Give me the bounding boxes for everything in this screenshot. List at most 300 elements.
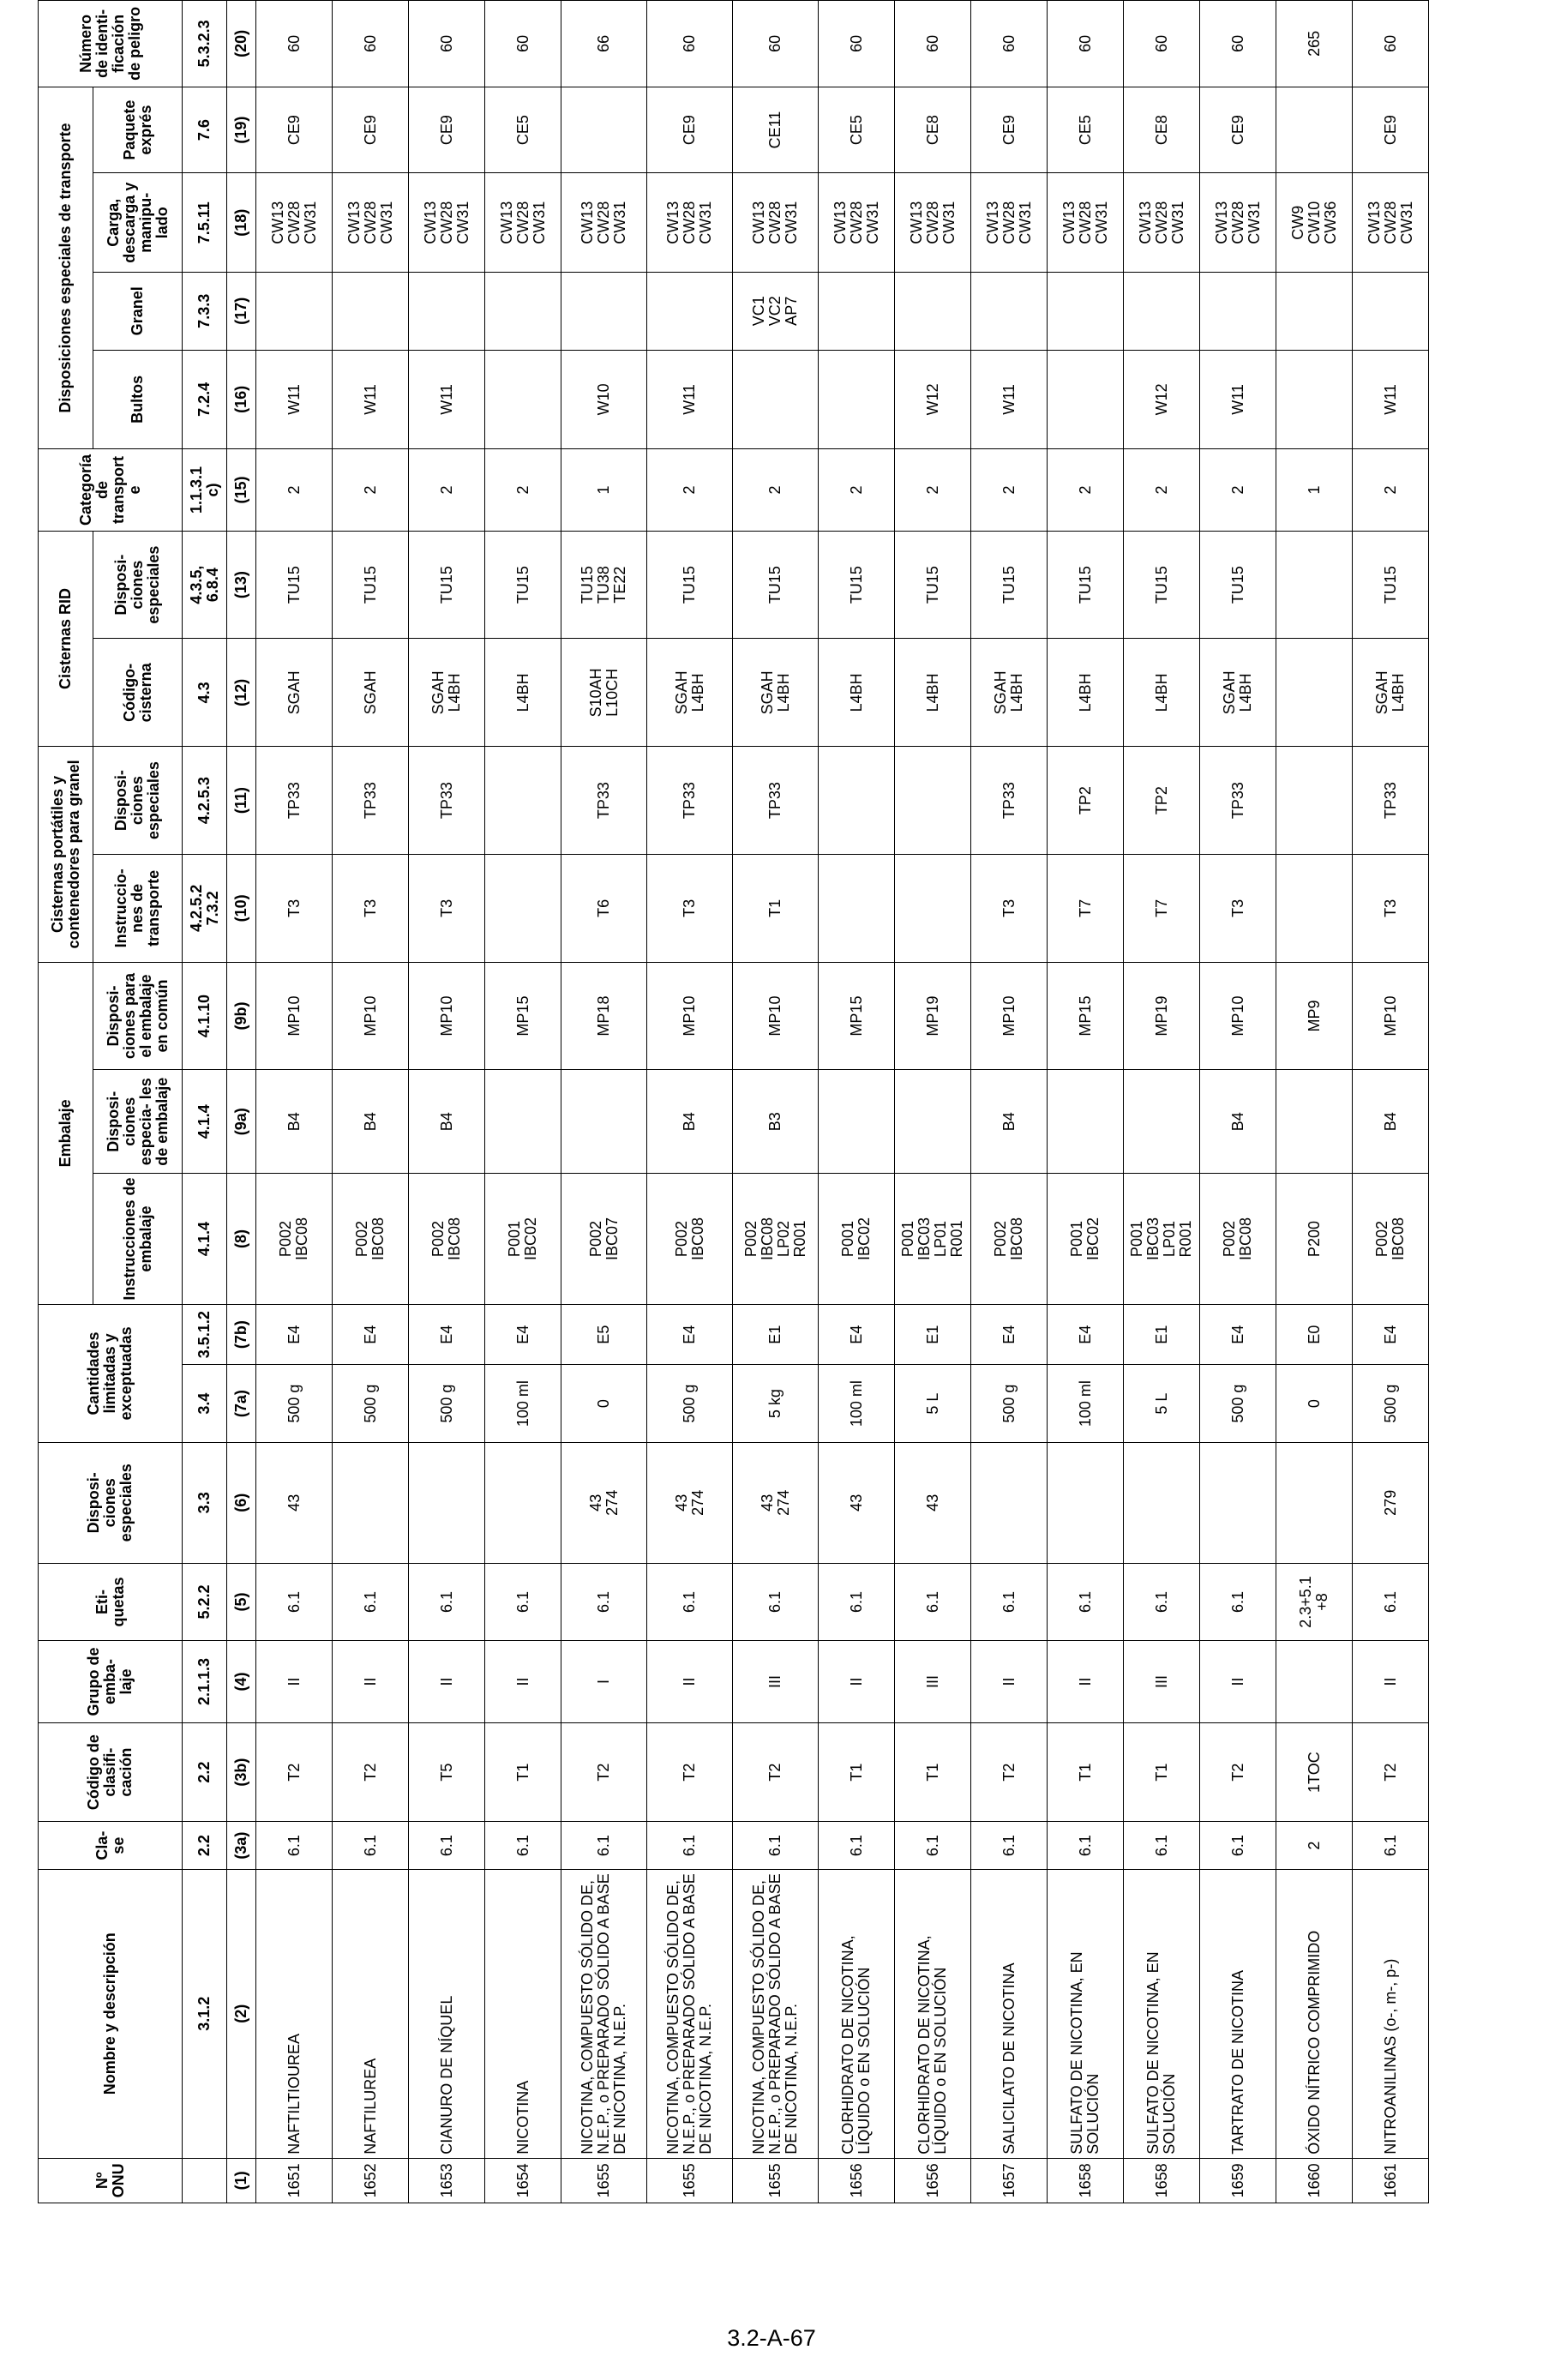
cell-clase: 6.1 — [409, 1822, 485, 1869]
cell-categoria: 2 — [819, 449, 895, 532]
ref-cell: 4.3 — [183, 639, 227, 747]
cell-paquete: CE8 — [895, 87, 971, 173]
cell-un-no: 1655 — [647, 2158, 733, 2203]
cell-paquete — [1276, 87, 1353, 173]
cell-bultos: W11 — [971, 350, 1048, 449]
colnum-cell: (7a) — [227, 1365, 256, 1443]
cell-un-no: 1657 — [971, 2158, 1048, 2203]
rotated-page — [38, 0, 1415, 2203]
cell-instr-transp: T3 — [256, 854, 333, 962]
cell-instr-transp: T7 — [1048, 854, 1124, 962]
cell-paquete: CE11 — [733, 87, 819, 173]
cell-granel — [819, 273, 895, 351]
colnum-cell: (12) — [227, 639, 256, 747]
cell-un-no: 1660 — [1276, 2158, 1353, 2203]
cell-instr-emb: P002 IBC08 — [1200, 1174, 1276, 1305]
cell-cod-cisterna: SGAH — [333, 639, 409, 747]
cell-categoria: 2 — [1048, 449, 1124, 532]
cell-carga: CW13 CW28 CW31 — [733, 173, 819, 273]
cell-instr-transp: T6 — [561, 854, 647, 962]
colnum-cell: (15) — [227, 449, 256, 532]
cell-cod-cisterna: SGAH L4BH — [647, 639, 733, 747]
cell-cod-cisterna: L4BH — [1124, 639, 1200, 747]
cell-name: NICOTINA, COMPUESTO SÓLIDO DE, N.E.P., o PREPARADO SÓLIDO A BASE DE NICOTINA, N.E.P. — [647, 1869, 733, 2158]
cell-instr-emb: P002 IBC07 — [561, 1174, 647, 1305]
cell-cant-exceptuada: E4 — [256, 1304, 333, 1364]
cell-disp-esp — [1124, 1442, 1200, 1563]
cell-carga: CW13 CW28 CW31 — [409, 173, 485, 273]
cell-disp-esp: 43 — [256, 1442, 333, 1563]
cell-clase: 6.1 — [561, 1822, 647, 1869]
cell-disp-emb: B4 — [409, 1070, 485, 1174]
cell-numero-peligro: 60 — [819, 1, 895, 87]
cell-granel — [1124, 273, 1200, 351]
cell-disp-comun: MP10 — [971, 962, 1048, 1070]
cell-paquete — [561, 87, 647, 173]
cell-clase: 6.1 — [1048, 1822, 1124, 1869]
header-etiquetas: Eti- quetas — [39, 1563, 183, 1641]
cell-disp-esp — [333, 1442, 409, 1563]
cell-numero-peligro: 66 — [561, 1, 647, 87]
ref-cell: 2.2 — [183, 1722, 227, 1822]
cell-clase: 6.1 — [895, 1822, 971, 1869]
dangerous-goods-table — [38, 0, 1429, 2203]
cell-un-no: 1653 — [409, 2158, 485, 2203]
cell-disp-emb: B4 — [971, 1070, 1048, 1174]
colnum-cell: (2) — [227, 1869, 256, 2158]
cell-paquete: CE5 — [819, 87, 895, 173]
header-cantidades: Cantidades limitadas y exceptuadas — [39, 1304, 183, 1442]
cell-cant-limitada: 500 g — [1200, 1365, 1276, 1443]
cell-instr-emb: P001 IBC03 LP01 R001 — [1124, 1174, 1200, 1305]
cell-disp-esp: 43 274 — [647, 1442, 733, 1563]
ref-cell: 3.1.2 — [183, 1869, 227, 2158]
cell-cant-exceptuada: E4 — [333, 1304, 409, 1364]
cell-name: SALICILATO DE NICOTINA — [971, 1869, 1048, 2158]
cell-categoria: 2 — [1124, 449, 1200, 532]
cell-granel — [1353, 273, 1429, 351]
cell-granel — [1200, 273, 1276, 351]
cell-etiquetas: 6.1 — [1048, 1563, 1124, 1641]
cell-disp-esp — [1048, 1442, 1124, 1563]
cell-cod-cisterna: SGAH L4BH — [409, 639, 485, 747]
cell-instr-emb: P001 IBC02 — [819, 1174, 895, 1305]
cell-disp-emb: B3 — [733, 1070, 819, 1174]
cell-disp-esp — [485, 1442, 561, 1563]
cell-disp-cist-port: TP33 — [1200, 747, 1276, 855]
table-row — [1353, 1, 1429, 2203]
cell-codigo: T2 — [256, 1722, 333, 1822]
cell-numero-peligro: 60 — [256, 1, 333, 87]
cell-carga: CW9 CW10 CW36 — [1276, 173, 1353, 273]
cell-numero-peligro: 60 — [333, 1, 409, 87]
cell-cant-limitada: 0 — [1276, 1365, 1353, 1443]
cell-cant-limitada: 5 L — [895, 1365, 971, 1443]
colnum-cell: (8) — [227, 1174, 256, 1305]
cell-disp-cist-port: TP2 — [1124, 747, 1200, 855]
ref-cell: 4.1.4 — [183, 1174, 227, 1305]
cell-bultos: W11 — [1200, 350, 1276, 449]
cell-bultos — [1048, 350, 1124, 449]
cell-bultos: W12 — [1124, 350, 1200, 449]
cell-disp-cist-rid: TU15 — [1124, 531, 1200, 639]
cell-disp-cist-rid: TU15 — [1353, 531, 1429, 639]
cell-name: CLORHIDRATO DE NICOTINA, LÍQUIDO o EN SOLUCIÓN — [895, 1869, 971, 2158]
cell-disp-cist-port — [1276, 747, 1353, 855]
cell-instr-emb: P002 IBC08 — [1353, 1174, 1429, 1305]
cell-un-no: 1658 — [1048, 2158, 1124, 2203]
cell-disp-emb — [1124, 1070, 1200, 1174]
cell-disp-cist-port — [485, 747, 561, 855]
cell-granel — [647, 273, 733, 351]
cell-un-no: 1656 — [819, 2158, 895, 2203]
cell-etiquetas: 6.1 — [561, 1563, 647, 1641]
cell-grupo: II — [1353, 1641, 1429, 1723]
ref-cell: 7.6 — [183, 87, 227, 173]
cell-un-no: 1661 — [1353, 2158, 1429, 2203]
cell-disp-cist-port: TP33 — [733, 747, 819, 855]
cell-disp-comun: MP18 — [561, 962, 647, 1070]
cell-bultos: W10 — [561, 350, 647, 449]
cell-grupo: II — [1048, 1641, 1124, 1723]
cell-un-no: 1655 — [561, 2158, 647, 2203]
cell-carga: CW13 CW28 CW31 — [256, 173, 333, 273]
cell-cant-exceptuada: E1 — [895, 1304, 971, 1364]
cell-name: CLORHIDRATO DE NICOTINA, LÍQUIDO o EN SOLUCIÓN — [819, 1869, 895, 2158]
colnum-cell: (20) — [227, 1, 256, 87]
cell-numero-peligro: 60 — [971, 1, 1048, 87]
cell-paquete: CE8 — [1124, 87, 1200, 173]
cell-instr-transp: T3 — [409, 854, 485, 962]
cell-disp-cist-rid: TU15 — [409, 531, 485, 639]
cell-cant-limitada: 500 g — [1353, 1365, 1429, 1443]
cell-disp-cist-rid: TU15 — [971, 531, 1048, 639]
cell-disp-cist-rid — [1276, 531, 1353, 639]
cell-carga: CW13 CW28 CW31 — [1048, 173, 1124, 273]
header-un-no: Nº ONU — [39, 2158, 183, 2203]
ref-cell: 4.2.5.2 7.3.2 — [183, 854, 227, 962]
header-disp-transporte: Disposiciones especiales de transporte — [39, 87, 93, 448]
cell-disp-emb — [1048, 1070, 1124, 1174]
page-number: 3.2-A-67 — [727, 2325, 816, 2351]
cell-granel — [256, 273, 333, 351]
cell-disp-cist-rid: TU15 — [1048, 531, 1124, 639]
cell-disp-cist-port: TP33 — [647, 747, 733, 855]
cell-disp-cist-port: TP2 — [1048, 747, 1124, 855]
cell-categoria: 1 — [1276, 449, 1353, 532]
cell-disp-emb — [485, 1070, 561, 1174]
cell-disp-cist-rid: TU15 — [256, 531, 333, 639]
cell-instr-transp: T1 — [733, 854, 819, 962]
colnum-cell: (1) — [227, 2158, 256, 2203]
cell-cant-limitada: 500 g — [409, 1365, 485, 1443]
cell-disp-emb: B4 — [647, 1070, 733, 1174]
cell-cant-exceptuada: E1 — [733, 1304, 819, 1364]
header-cod-cisterna: Código- cisterna — [93, 639, 183, 747]
header-disp-cist-port: Disposi- ciones especiales — [93, 747, 183, 855]
cell-grupo: III — [895, 1641, 971, 1723]
cell-instr-transp: T7 — [1124, 854, 1200, 962]
ref-cell: 5.2.2 — [183, 1563, 227, 1641]
ref-cell: 4.1.10 — [183, 962, 227, 1070]
colnum-cell: (4) — [227, 1641, 256, 1723]
cell-disp-cist-rid: TU15 — [895, 531, 971, 639]
header-instr-transp: Instruccio- nes de transporte — [93, 854, 183, 962]
cell-numero-peligro: 60 — [409, 1, 485, 87]
cell-paquete: CE9 — [256, 87, 333, 173]
cell-disp-cist-port — [819, 747, 895, 855]
ref-cell: 3.4 — [183, 1365, 227, 1443]
cell-paquete: CE9 — [1353, 87, 1429, 173]
cell-carga: CW13 CW28 CW31 — [819, 173, 895, 273]
cell-cod-cisterna: SGAH — [256, 639, 333, 747]
cell-carga: CW13 CW28 CW31 — [1124, 173, 1200, 273]
cell-granel — [1276, 273, 1353, 351]
cell-disp-emb: B4 — [1200, 1070, 1276, 1174]
cell-cant-exceptuada: E4 — [409, 1304, 485, 1364]
cell-etiquetas: 6.1 — [1200, 1563, 1276, 1641]
cell-carga: CW13 CW28 CW31 — [333, 173, 409, 273]
cell-instr-emb: P200 — [1276, 1174, 1353, 1305]
cell-etiquetas: 6.1 — [1124, 1563, 1200, 1641]
cell-disp-comun: MP10 — [647, 962, 733, 1070]
cell-name: NICOTINA, COMPUESTO SÓLIDO DE, N.E.P., o PREPARADO SÓLIDO A BASE DE NICOTINA, N.E.P. — [733, 1869, 819, 2158]
cell-cod-cisterna: SGAH L4BH — [1200, 639, 1276, 747]
cell-paquete: CE9 — [333, 87, 409, 173]
cell-disp-esp: 43 — [819, 1442, 895, 1563]
cell-disp-cist-port: TP33 — [971, 747, 1048, 855]
cell-etiquetas: 6.1 — [971, 1563, 1048, 1641]
cell-codigo: T2 — [971, 1722, 1048, 1822]
cell-name: SULFATO DE NICOTINA, EN SOLUCIÓN — [1124, 1869, 1200, 2158]
cell-cod-cisterna: SGAH L4BH — [1353, 639, 1429, 747]
header-cisternas-rid: Cisternas RID — [39, 531, 93, 746]
cell-carga: CW13 CW28 CW31 — [1200, 173, 1276, 273]
cell-codigo: T1 — [895, 1722, 971, 1822]
cell-disp-comun: MP9 — [1276, 962, 1353, 1070]
cell-name: SULFATO DE NICOTINA, EN SOLUCIÓN — [1048, 1869, 1124, 2158]
table-row — [333, 1, 409, 2203]
cell-cod-cisterna: S10AH L10CH — [561, 639, 647, 747]
table-row — [485, 1, 561, 2203]
cell-paquete: CE9 — [971, 87, 1048, 173]
header-disp-esp: Disposi- ciones especiales — [39, 1442, 183, 1563]
colnum-cell: (7b) — [227, 1304, 256, 1364]
cell-bultos: W11 — [647, 350, 733, 449]
cell-categoria: 2 — [485, 449, 561, 532]
cell-categoria: 2 — [333, 449, 409, 532]
cell-cant-limitada: 5 L — [1124, 1365, 1200, 1443]
header-instr-emb: Instrucciones de embalaje — [93, 1174, 183, 1305]
cell-clase: 6.1 — [819, 1822, 895, 1869]
cell-disp-comun: MP10 — [256, 962, 333, 1070]
table-row — [647, 1, 733, 2203]
cell-grupo: II — [485, 1641, 561, 1723]
cell-grupo: I — [561, 1641, 647, 1723]
table-row — [256, 1, 333, 2203]
cell-cant-exceptuada: E4 — [1353, 1304, 1429, 1364]
colnum-cell: (16) — [227, 350, 256, 449]
cell-categoria: 2 — [895, 449, 971, 532]
table-body — [256, 1, 1429, 2203]
ref-cell: 2.1.1.3 — [183, 1641, 227, 1723]
ref-cell: 4.1.4 — [183, 1070, 227, 1174]
cell-disp-emb — [561, 1070, 647, 1174]
cell-disp-comun: MP15 — [485, 962, 561, 1070]
cell-numero-peligro: 60 — [485, 1, 561, 87]
cell-instr-emb: P002 IBC08 — [647, 1174, 733, 1305]
cell-disp-cist-rid: TU15 — [1200, 531, 1276, 639]
cell-categoria: 2 — [971, 449, 1048, 532]
cell-carga: CW13 CW28 CW31 — [1353, 173, 1429, 273]
cell-categoria: 2 — [1200, 449, 1276, 532]
cell-instr-emb: P001 IBC02 — [485, 1174, 561, 1305]
cell-cant-exceptuada: E4 — [1200, 1304, 1276, 1364]
cell-cant-exceptuada: E4 — [971, 1304, 1048, 1364]
cell-disp-cist-port: TP33 — [561, 747, 647, 855]
table-row — [1200, 1, 1276, 2203]
cell-name: NAFTILUREA — [333, 1869, 409, 2158]
cell-cant-exceptuada: E4 — [819, 1304, 895, 1364]
cell-granel: VC1 VC2 AP7 — [733, 273, 819, 351]
cell-cant-exceptuada: E4 — [647, 1304, 733, 1364]
cell-paquete: CE9 — [647, 87, 733, 173]
colnum-cell: (13) — [227, 531, 256, 639]
cell-instr-transp — [1276, 854, 1353, 962]
ref-cell: 5.3.2.3 — [183, 1, 227, 87]
cell-instr-transp: T3 — [971, 854, 1048, 962]
cell-disp-comun: MP19 — [895, 962, 971, 1070]
cell-disp-esp: 43 274 — [561, 1442, 647, 1563]
cell-cant-limitada: 500 g — [256, 1365, 333, 1443]
cell-grupo: II — [819, 1641, 895, 1723]
cell-disp-comun: MP10 — [409, 962, 485, 1070]
colnum-cell: (6) — [227, 1442, 256, 1563]
cell-disp-emb — [819, 1070, 895, 1174]
cell-clase: 6.1 — [733, 1822, 819, 1869]
cell-bultos — [485, 350, 561, 449]
header-name: Nombre y descripción — [39, 1869, 183, 2158]
cell-disp-emb: B4 — [1353, 1070, 1429, 1174]
colnum-cell: (9a) — [227, 1070, 256, 1174]
cell-instr-emb: P002 IBC08 — [971, 1174, 1048, 1305]
cell-grupo: II — [256, 1641, 333, 1723]
cell-un-no: 1658 — [1124, 2158, 1200, 2203]
cell-cod-cisterna: L4BH — [1048, 639, 1124, 747]
cell-disp-comun: MP10 — [1200, 962, 1276, 1070]
cell-codigo: T2 — [561, 1722, 647, 1822]
cell-disp-esp: 43 274 — [733, 1442, 819, 1563]
cell-disp-cist-port: TP33 — [256, 747, 333, 855]
cell-cant-exceptuada: E5 — [561, 1304, 647, 1364]
header-categoria: Categoría de transporte — [39, 449, 183, 532]
cell-disp-emb: B4 — [333, 1070, 409, 1174]
cell-cod-cisterna — [1276, 639, 1353, 747]
cell-cant-limitada: 100 ml — [1048, 1365, 1124, 1443]
cell-instr-emb: P001 IBC02 — [1048, 1174, 1124, 1305]
cell-granel — [895, 273, 971, 351]
cell-numero-peligro: 60 — [647, 1, 733, 87]
table-row — [1048, 1, 1124, 2203]
cell-clase: 6.1 — [971, 1822, 1048, 1869]
ref-cell: 7.2.4 — [183, 350, 227, 449]
cell-clase: 6.1 — [1200, 1822, 1276, 1869]
cell-bultos: W11 — [1353, 350, 1429, 449]
cell-cant-exceptuada: E4 — [1048, 1304, 1124, 1364]
cell-etiquetas: 6.1 — [733, 1563, 819, 1641]
cell-disp-esp: 279 — [1353, 1442, 1429, 1563]
ref-cell: 3.5.1.2 — [183, 1304, 227, 1364]
cell-codigo: T2 — [333, 1722, 409, 1822]
cell-cant-exceptuada: E1 — [1124, 1304, 1200, 1364]
cell-numero-peligro: 265 — [1276, 1, 1353, 87]
cell-etiquetas: 6.1 — [333, 1563, 409, 1641]
table-row — [971, 1, 1048, 2203]
cell-cant-limitada: 500 g — [333, 1365, 409, 1443]
colnum-cell: (3a) — [227, 1822, 256, 1869]
cell-instr-transp: T3 — [1200, 854, 1276, 962]
cell-grupo: II — [333, 1641, 409, 1723]
cell-granel — [971, 273, 1048, 351]
cell-disp-comun: MP15 — [1048, 962, 1124, 1070]
colnum-cell: (18) — [227, 173, 256, 273]
cell-bultos: W11 — [409, 350, 485, 449]
cell-codigo: T1 — [1124, 1722, 1200, 1822]
cell-clase: 6.1 — [256, 1822, 333, 1869]
cell-disp-cist-rid: TU15 — [333, 531, 409, 639]
cell-codigo: T1 — [485, 1722, 561, 1822]
cell-un-no: 1656 — [895, 2158, 971, 2203]
cell-codigo: T2 — [1200, 1722, 1276, 1822]
cell-paquete: CE5 — [1048, 87, 1124, 173]
table-row — [819, 1, 895, 2203]
cell-un-no: 1652 — [333, 2158, 409, 2203]
header-bultos: Bultos — [93, 350, 183, 449]
cell-carga: CW13 CW28 CW31 — [485, 173, 561, 273]
table-row — [895, 1, 971, 2203]
cell-disp-cist-rid: TU15 TU38 TE22 — [561, 531, 647, 639]
cell-instr-emb: P002 IBC08 — [409, 1174, 485, 1305]
cell-disp-emb: B4 — [256, 1070, 333, 1174]
cell-instr-transp — [895, 854, 971, 962]
cell-carga: CW13 CW28 CW31 — [561, 173, 647, 273]
cell-grupo: II — [1200, 1641, 1276, 1723]
cell-paquete: CE9 — [409, 87, 485, 173]
cell-grupo: III — [733, 1641, 819, 1723]
header-grupo: Grupo de emba- laje — [39, 1641, 183, 1723]
cell-clase: 6.1 — [1124, 1822, 1200, 1869]
cell-disp-comun: MP19 — [1124, 962, 1200, 1070]
ref-cell: 7.5.11 — [183, 173, 227, 273]
cell-numero-peligro: 60 — [1048, 1, 1124, 87]
header-disp-cist-rid: Disposi- ciones especiales — [93, 531, 183, 639]
cell-grupo: II — [647, 1641, 733, 1723]
cell-etiquetas: 6.1 — [256, 1563, 333, 1641]
cell-etiquetas: 6.1 — [895, 1563, 971, 1641]
cell-disp-cist-port: TP33 — [1353, 747, 1429, 855]
cell-disp-esp — [1276, 1442, 1353, 1563]
ref-cell: 4.2.5.3 — [183, 747, 227, 855]
cell-disp-cist-rid: TU15 — [647, 531, 733, 639]
cell-numero-peligro: 60 — [1124, 1, 1200, 87]
cell-cant-limitada: 500 g — [971, 1365, 1048, 1443]
header-cisternas-port: Cisternas portátiles y contenedores para granel — [39, 747, 93, 962]
cell-cant-limitada: 500 g — [647, 1365, 733, 1443]
cell-categoria: 2 — [409, 449, 485, 532]
cell-un-no: 1654 — [485, 2158, 561, 2203]
header-granel: Granel — [93, 273, 183, 351]
cell-instr-transp: T3 — [647, 854, 733, 962]
